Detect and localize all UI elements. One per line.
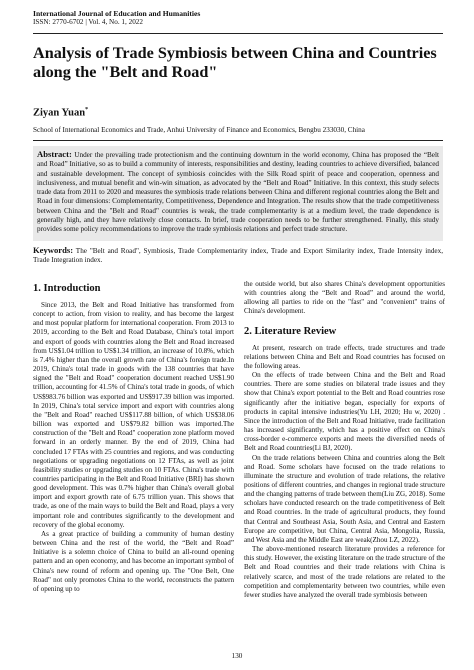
left-column bbox=[33, 280, 234, 594]
right-column bbox=[244, 280, 445, 600]
literature-paragraph-3: On the trade relations between China and countries along the Belt and Road. Some scholars have focused on the trade relations to illuminate the structure and evolution of trade relations, the relative positions of different countries, and changes in regional trade structure and the changing patterns of trade between them(Liu ZG, 2018). Some scholars have conducted research on the trade competitiveness of Belt and Road countries. In the trade of agricultural products, they found that Central and Southeast Asia, South Asia, and Central and Eastern Europe are competitive, but China, Central Asia, Mongolia, Russia, and West Asia and the Middle East are weak(Zhou LZ, 2022). bbox=[244, 453, 445, 544]
journal-name: International Journal of Education and Humanities bbox=[33, 9, 201, 18]
paper-title: Analysis of Trade Symbiosis between China and Countries along the "Belt and Road" bbox=[33, 44, 437, 81]
author-name: Ziyan Yuan bbox=[33, 107, 86, 119]
abstract-label: Abstract: bbox=[37, 149, 72, 159]
corresponding-mark: * bbox=[85, 106, 89, 113]
abstract-text: Under the prevailing trade protectionism and the continuing downturn in the world economy, China has proposed the “Belt and Road” Initiative, so as to build a community of interests, responsibilities and destiny, leading countries to achieve diversified, balanced and sustainable development. The concept of symbiosis coincides with the Silk Road spirit of peace and cooperation, openness and inclusiveness, and mutual benefit and win-win situation, as advocated by the “Belt and Road” Initiative. In this context, this study selects trade data from 2011 to 2020 and measures the symbiosis trade relations between China and different regional countries along the Belt and Road in four dimensions: Complementarity, Competitiveness, Dependence and Integration. The results show that the trade competitiveness between China and the "Belt and Road" countries is weak, the trade complementarity is at a medium level, the trade dependence is generally high, and they have relatively close contacts. In brief, trade cooperation needs to be further strengthened. Finally, this study provides some policy recommendations to improve the trade symbiosis relations and perfect trade structure. bbox=[37, 151, 439, 233]
keywords bbox=[33, 246, 443, 266]
journal-header bbox=[33, 9, 453, 27]
header-rule bbox=[33, 33, 443, 34]
author bbox=[33, 106, 88, 119]
literature-paragraph-1: At present, research on trade effects, trade structures and trade relations between China and Belt and Road countries has focused on the following areas. bbox=[244, 343, 445, 370]
literature-paragraph-2: On the effects of trade between China and the Belt and Road countries. There are some studies on bilateral trade issues and they show that China's export potential to the Belt and Road countries rose significantly after the initiative began, especially for exports of products in capital intensive industries(Yu LH, 2020; Hu w, 2020) . Since the introduction of the Belt and Road Initiative, trade facilitation has increased significantly, which has a positive effect on China's cross-border e-commerce exports and meets the diversified needs of Belt and Road countries(Li BJ, 2020). bbox=[244, 371, 445, 453]
affiliation-rule bbox=[33, 140, 443, 141]
intro-paragraph-2: As a great practice of building a community of human destiny between China and the rest of the world, the “Belt and Road” Initiative is a solemn choice of China to build an all-round opening pattern and an open economy, and has become an important symbol of China's new round of reform and opening up. The "One Belt, One Road" not only promotes China to the world, reconstructs the pattern of opening up to bbox=[33, 529, 234, 593]
literature-paragraph-4: The above-mentioned research literature provides a reference for this study. However, the existing literature on the trade structure of the Belt and Road countries and their trade relations with China is relatively scarce, and most of the trade relations are related to the competition and complementarity between two countries, while even fewer studies have analyzed the overall trade symbiosis between bbox=[244, 545, 445, 599]
intro-heading: 1. Introduction bbox=[33, 283, 101, 294]
journal-issn: ISSN: 2770-6702 | Vol. 4, No. 1, 2022 bbox=[33, 18, 143, 26]
keywords-text: The "Belt and Road", Symbiosis, Trade Complementarity index, Trade and Export Similarity index, Trade Intensity index, Trade Integration index. bbox=[33, 247, 443, 265]
abstract-box bbox=[33, 146, 443, 241]
literature-heading: 2. Literature Review bbox=[244, 325, 337, 337]
keywords-label: Keywords: bbox=[33, 245, 74, 255]
page-number: 130 bbox=[231, 652, 243, 660]
abstract bbox=[37, 150, 439, 234]
affiliation: School of International Economics and Trade, Anhui University of Finance and Economics, Bengbu 233030, China bbox=[33, 126, 365, 134]
intro-paragraph-1: Since 2013, the Belt and Road Initiative has transformed from concept to action, from vision to reality, and has become the largest and most popular platform for international cooperation. From 2013 to 2019, according to the Belt and Road Database, China's total import and export of goods with countries along the Belt and Road increased from US$1.04 trillion to US$1.34 trillion, an increase of 10.8%, which is 7.4% higher than the overall growth rate of China's foreign trade.In 2019, China's total trade in goods with the 138 countries that have signed the "Belt and Road" cooperation document reached US$1.90 trillion, accounting for 41.5% of China's total trade in goods, of which US$983.76 billion was exported and US$917.39 billion was imported. In 2019, China's total service import and export with countries along the "Belt and Road" reached US$117.88 billion, of which US$38.06 billion was exported and US$79.82 billion was imported.The construction of the "Belt and Road" cooperation zone platform moved forward in an orderly manner. By the end of 2019, China had concluded 17 FTAs with 25 countries and regions, and was conducting negotiations or upgrading negotiations on 12 FTAs, as well as joint feasibility studies or upgrading studies on 10 FTAs. China's trade with countries participating in the Belt and Road Initiative (BRI) has shown good development. This was 0.7% higher than China's overall global import and export growth rate of 6.75 trillion yuan. This shows that trade, as one of the main ways to build the Belt and Road, plays a very important role and contributes significantly to the development and recovery of the global economy. bbox=[33, 301, 234, 529]
intro-paragraph-continued: the outside world, but also shares China's development opportunities with countries along the “Belt and Road” and around the world, allowing all parties to ride on the "fast" and "convenient" trains of China's development. bbox=[244, 280, 445, 316]
